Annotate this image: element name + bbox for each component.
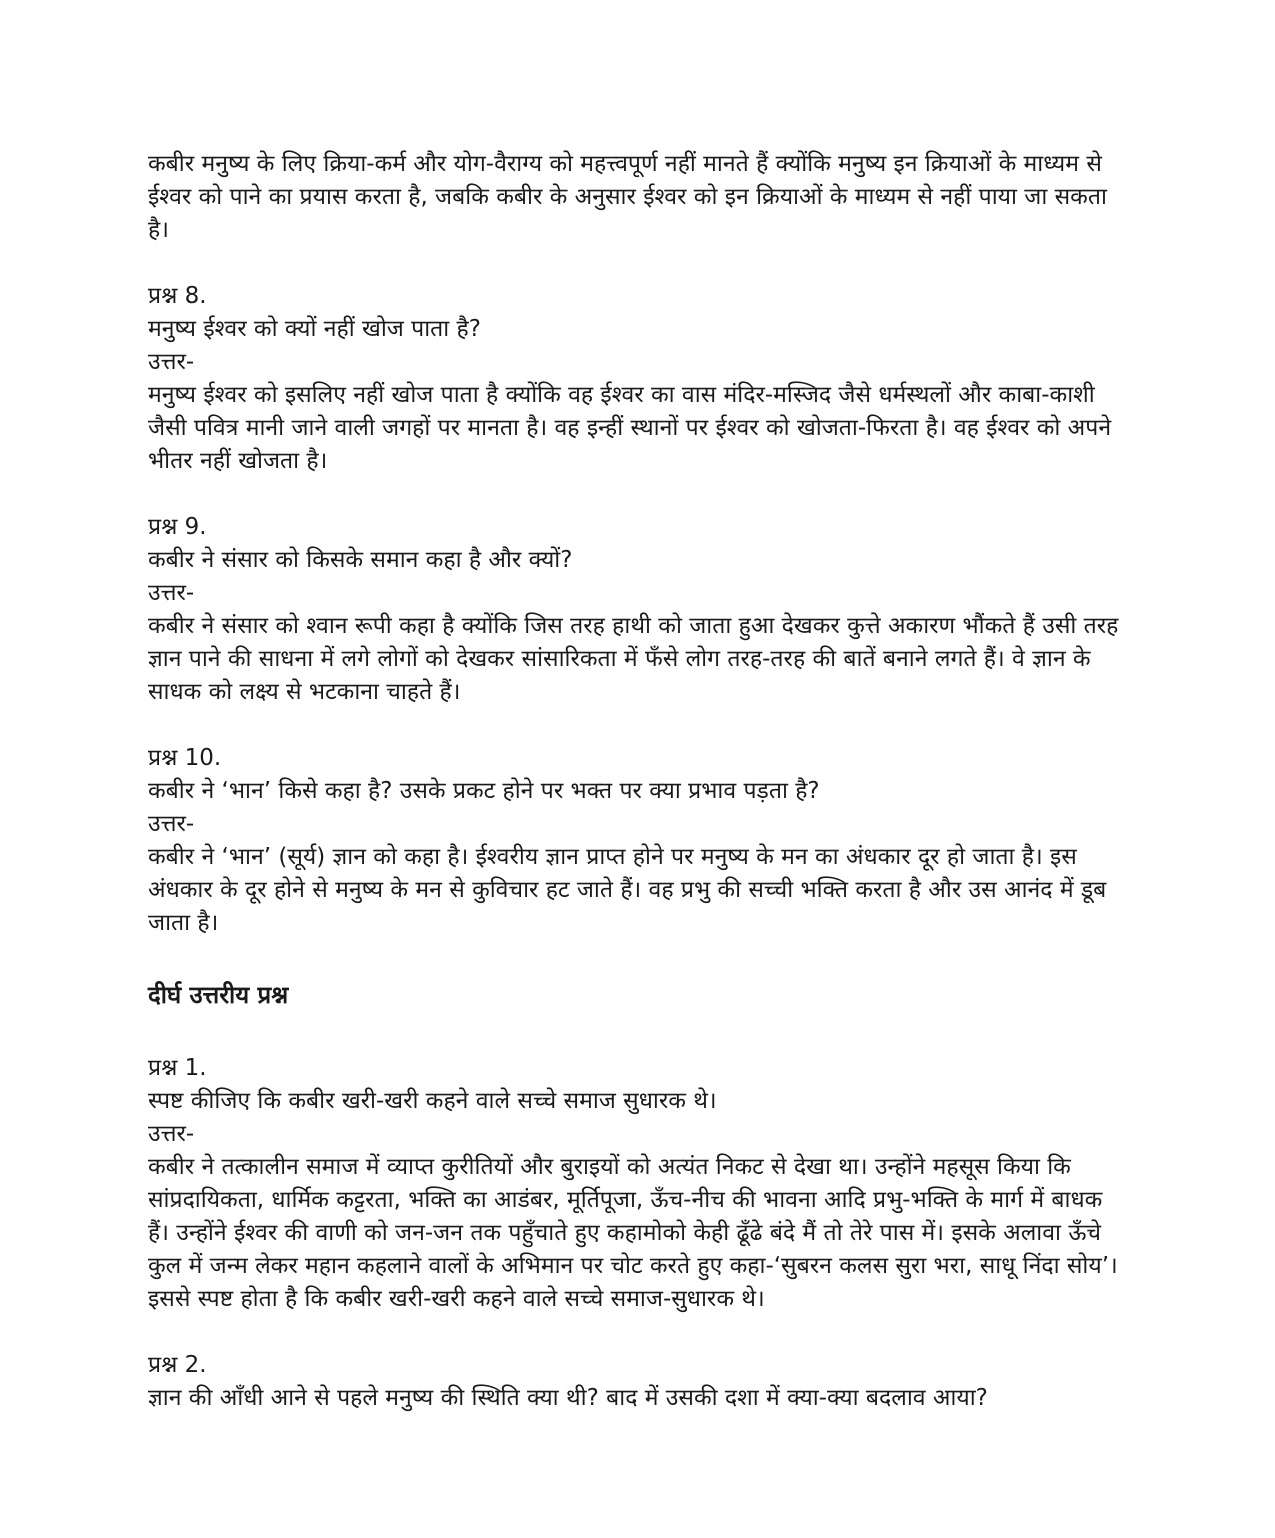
question-number: प्रश्न 9. [148,514,207,540]
answer-label: उत्तर- [148,349,195,375]
answer-label: उत्तर- [148,811,195,837]
question-9 [148,511,1128,709]
question-text: कबीर ने संसार को किसके समान कहा है और क्यों? [148,547,573,573]
question-number: प्रश्न 2. [148,1352,207,1378]
question-8 [148,280,1128,478]
question-number: प्रश्न 10. [148,745,222,771]
long-question-1 [148,1052,1128,1316]
answer-text: मनुष्य ईश्वर को इसलिए नहीं खोज पाता है क्योंकि वह ईश्वर का वास मंदिर-मस्जिद जैसे धर्मस्थलों और काबा-काशी जैसी पवित्र मानी जाने वाली जगहों पर मानता है। वह इन्हीं स्थानों पर ईश्वर को खोजता-फिरता है। वह ईश्वर को अपने भीतर नहीं खोजता है। [148,382,1112,474]
question-number: प्रश्न 1. [148,1055,207,1081]
answer-text: कबीर ने तत्कालीन समाज में व्याप्त कुरीतियों और बुराइयों को अत्यंत निकट से देखा था। उन्होंने महसूस किया कि सांप्रदायिकता, धार्मिक कट्टरता, भक्ति का आडंबर, मूर्तिपूजा, ऊँच-नीच की भावना आदि प्रभु-भक्ति के मार्ग में बाधक हैं। उन्होंने ईश्वर की वाणी को जन-जन तक पहुँचाते हुए कहामोको केही ढूँढे बंदे मैं तो तेरे पास में। इसके अलावा ऊँचे कुल में जन्म लेकर महान कहलाने वालों के अभिमान पर चोट करते हुए कहा-‘सुबरन कलस सुरा भरा, साधू निंदा सोय’। इससे स्पष्ट होता है कि कबीर खरी-खरी कहने वाले सच्चे समाज-सुधारक थे। [148,1154,1118,1312]
long-question-2 [148,1349,1128,1415]
question-number: प्रश्न 8. [148,283,207,309]
section-heading: दीर्घ उत्तरीय प्रश्न [148,981,289,1009]
question-10 [148,742,1128,940]
question-text: स्पष्ट कीजिए कि कबीर खरी-खरी कहने वाले सच्चे समाज सुधारक थे। [148,1088,717,1114]
answer-label: उत्तर- [148,580,195,606]
intro-paragraph: कबीर मनुष्य के लिए क्रिया-कर्म और योग-वैराग्य को महत्त्वपूर्ण नहीं मानते हैं क्योंकि मनुष्य इन क्रियाओं के माध्यम से ईश्वर को पाने का प्रयास करता है, जबकि कबीर के अनुसार ईश्वर को इन क्रियाओं के माध्यम से नहीं पाया जा सकता है। [148,151,1107,243]
answer-text: कबीर ने संसार को श्वान रूपी कहा है क्योंकि जिस तरह हाथी को जाता हुआ देखकर कुत्ते अकारण भौंकते हैं उसी तरह ज्ञान पाने की साधना में लगे लोगों को देखकर सांसारिकता में फँसे लोग तरह-तरह की बातें बनाने लगते हैं। वे ज्ञान के साधक को लक्ष्य से भटकाना चाहते हैं। [148,613,1119,705]
answer-label: उत्तर- [148,1121,195,1147]
question-text: मनुष्य ईश्वर को क्यों नहीं खोज पाता है? [148,316,481,342]
question-text: ज्ञान की आँधी आने से पहले मनुष्य की स्थिति क्या थी? बाद में उसकी दशा में क्या-क्या बदलाव आया? [148,1385,988,1411]
answer-text: कबीर ने ‘भान’ (सूर्य) ज्ञान को कहा है। ईश्वरीय ज्ञान प्राप्त होने पर मनुष्य के मन का अंधकार दूर हो जाता है। इस अंधकार के दूर होने से मनुष्य के मन से कुविचार हट जाते हैं। वह प्रभु की सच्ची भक्ति करता है और उस आनंद में डूब जाता है। [148,844,1107,936]
question-text: कबीर ने ‘भान’ किसे कहा है? उसके प्रकट होने पर भक्त पर क्या प्रभाव पड़ता है? [148,778,820,804]
document-page [148,148,1128,1415]
